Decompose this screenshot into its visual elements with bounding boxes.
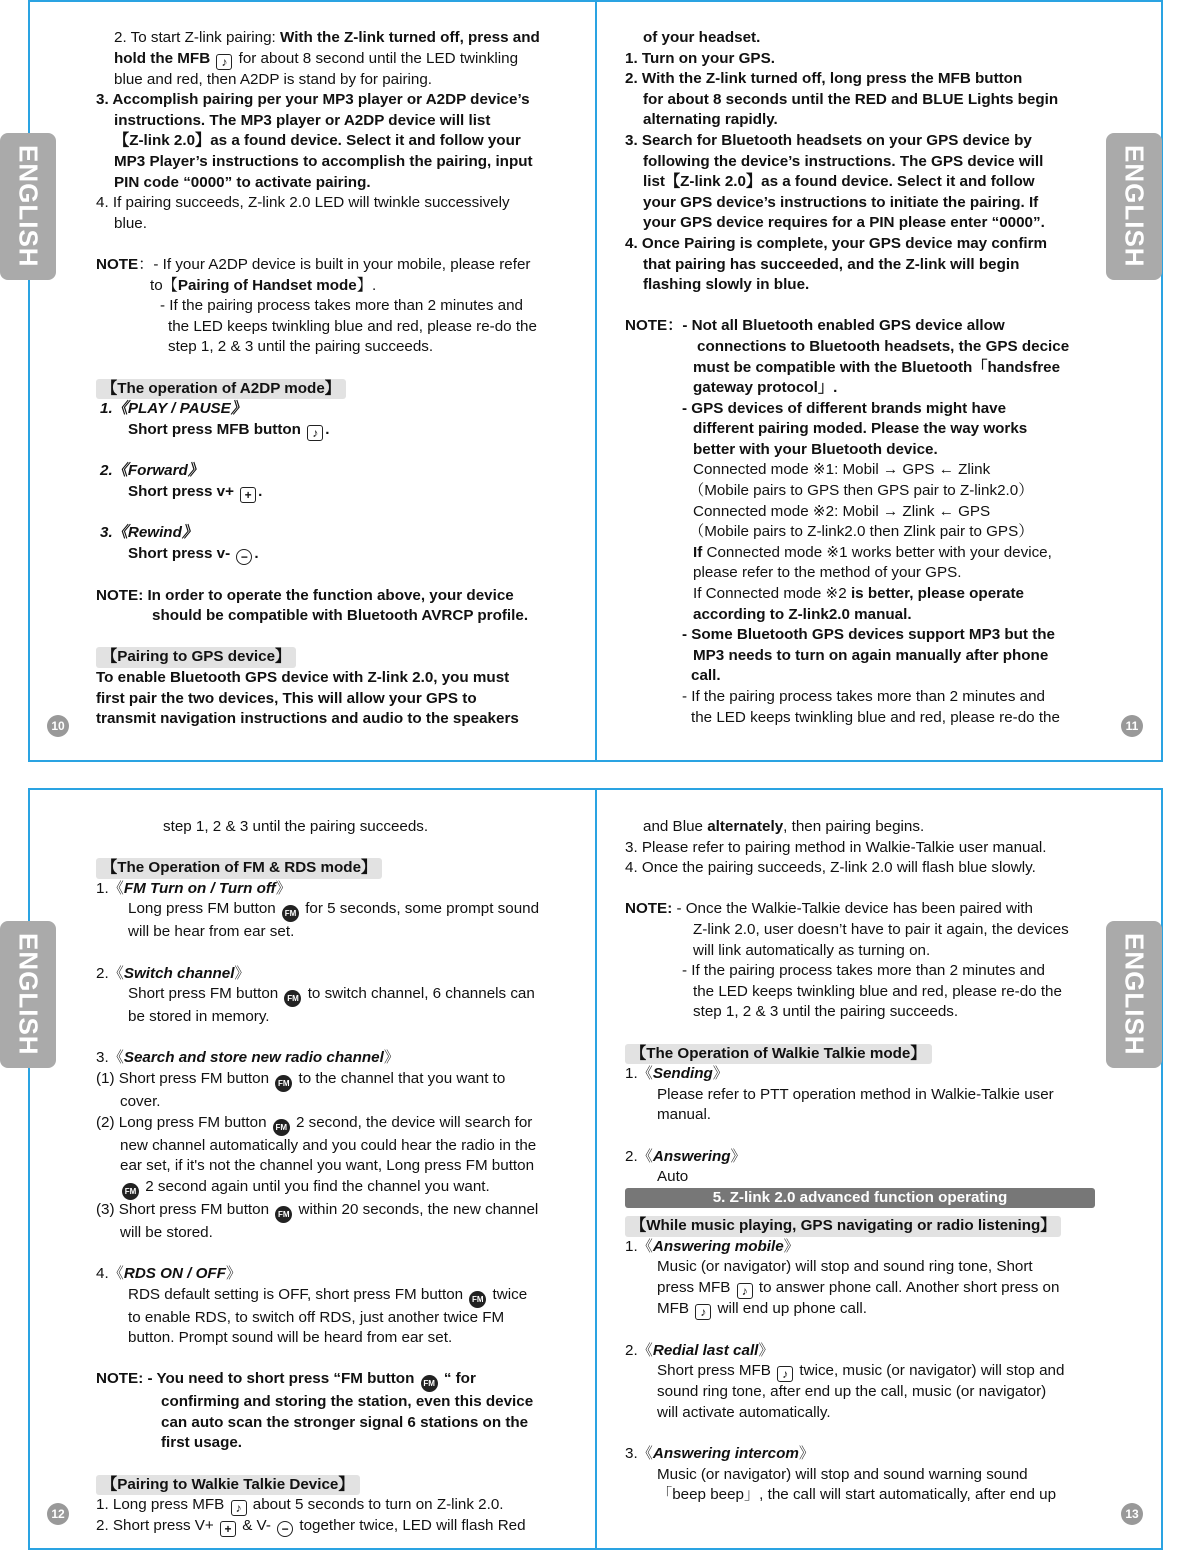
section-heading-fm-rds: 【The Operation of FM & RDS mode】 (96, 858, 382, 879)
mfb-button-icon: ♪ (231, 1500, 247, 1516)
plus-button-icon: + (220, 1521, 236, 1537)
section-heading-walkie-mode: 【The Operation of Walkie Talkie mode】 (625, 1044, 932, 1065)
page-number-10: 10 (47, 715, 69, 737)
fm-button-icon: FM (275, 1206, 292, 1223)
mfb-button-icon: ♪ (307, 425, 323, 441)
page-number-12: 12 (47, 1503, 69, 1525)
fm-button-icon: FM (284, 990, 301, 1007)
minus-button-icon: − (236, 549, 252, 565)
mfb-button-icon: ♪ (777, 1366, 793, 1382)
minus-button-icon: − (277, 1521, 293, 1537)
fm-button-icon: FM (275, 1075, 292, 1092)
section-heading-walkie-pairing: 【Pairing to Walkie Talkie Device】 (96, 1475, 360, 1496)
language-tab-left-top: ENGLISH (0, 133, 56, 280)
language-tab-left-bottom: ENGLISH (0, 921, 56, 1068)
language-tab-right-bottom: ENGLISH (1106, 921, 1162, 1068)
fm-button-icon: FM (282, 905, 299, 922)
plus-button-icon: + (240, 487, 256, 503)
mfb-button-icon: ♪ (216, 54, 232, 70)
section-heading-gps: 【Pairing to GPS device】 (96, 647, 296, 668)
mfb-button-icon: ♪ (695, 1304, 711, 1320)
fm-button-icon: FM (122, 1183, 139, 1200)
section-banner-advanced: 5. Z-link 2.0 advanced function operating (625, 1188, 1095, 1209)
fm-button-icon: FM (469, 1291, 486, 1308)
section-heading-while-playing: 【While music playing, GPS navigating or radio listening】 (625, 1216, 1061, 1237)
fm-button-icon: FM (273, 1119, 290, 1136)
page-10-content: 2. To start Z-link pairing: With the Z-link turned off, press and hold the MFB ♪ for about 8 second until the LED twinkling blue and red, then A2DP is stand by for pairing. 3. Accomplish pairing per your MP3 player or A2DP device’s instructions. The MP3 player or A2DP device will list 【Z-link 2.0】as a found device. Select it and follow your MP3 Player’s instructions to accomplish the pairing, input PIN code “0000” to activate pairing. 4. If pairing succeeds, Z-link 2.0 LED will twinkle successively blue. NOTE：- If your A2DP device is built in your mobile, please refer to【Pairing of Handset mode】. - If the pairing process takes more than 2 minutes and the LED keeps twinkling blue and red, please re-do the step 1, 2 & 3 until the pairing succeeds. 【The operation of A2DP mode】 1.《PLAY / PAUSE》 Short press MFB button ♪ . 2.《Forward》 Short press v+ + . 3.《Rewind》 Short press v- − . NOTE: In order to operate the function above, your device should be compatible with Bluetooth AVRCP profile. 【Pairing to GPS device】 To enable Bluetooth GPS device with Z-link 2.0, you must first pair the two devices, This will allow your GPS to transmit navigation instructions and audio to the speakers (96, 29, 540, 728)
mfb-button-icon: ♪ (737, 1283, 753, 1299)
page-number-13: 13 (1121, 1503, 1143, 1525)
page-13-content: and Blue alternately, then pairing begins. 3. Please refer to pairing method in Walkie-Talkie user manual. 4. Once the pairing succeeds, Z-link 2.0 will flash blue slowly. NOTE: - Once the Walkie-Talkie device has been paired with Z-link 2.0, user doesn’t have to pair it again, the devices will link automatically as turning on. - If the pairing process takes more than 2 minutes and the LED keeps twinkling blue and red, please re-do the step 1, 2 & 3 until the pairing succeeds. 【The Operation of Walkie Talkie mode】 1.《Sending》 Please refer to PTT operation method in Walkie-Talkie user manual. 2.《Answering》 Auto 5. Z-link 2.0 advanced function operating 【While music playing, GPS navigating or radio listening】 1.《Answering mobile》 Music (or navigator) will stop and sound ring tone, Short press MFB ♪ to answer phone call. Another short press on MFB ♪ will end up phone call. 2.《Redial last call》 Short press MFB ♪ twice, music (or navigator) will stop and sound ring tone, after end up the call, music (or navigator) will activate automatically. 3.《Answering intercom》 Music (or navigator) will stop and sound warning sound 「beep beep」, the call will start automatically, after end up (625, 817, 1095, 1506)
language-tab-right-top: ENGLISH (1106, 133, 1162, 280)
page-number-11: 11 (1121, 715, 1143, 737)
page-12-content: step 1, 2 & 3 until the pairing succeeds. 【The Operation of FM & RDS mode】 1.《FM Turn on / Turn off》 Long press FM button FM for 5 seconds, some prompt sound will be hear from ear set. 2.《Switch channel》 Short press FM button FM to switch channel, 6 channels can be stored in memory. 3.《Search and store new radio channel》 (1) Short press FM button FM to the channel that you want to cover. (2) Long press FM button FM 2 second, the device will search for new channel automatically and you could hear the radio in the ear set, if it's not the channel you want, Long press FM button FM 2 second again until you find the channel you want. (3) Short press FM button FM within 20 seconds, the new channel will be stored. 4.《RDS ON / OFF》 RDS default setting is OFF, short press FM button FM twice to enable RDS, to switch off RDS, just another twice FM button. Prompt sound will be heard from ear set. NOTE: - You need to short press “FM button FM “ for confirming and storing the station, even this device can auto scan the stronger signal 6 stations on the first usage. 【Pairing to Walkie Talkie Device】 1. Long press MFB ♪ about 5 seconds to turn on Z-link 2.0. 2. Short press V+ + & V- − together twice, LED will flash Red (96, 818, 540, 1537)
fm-button-icon: FM (421, 1375, 438, 1392)
page-11-content: of your headset. 1. Turn on your GPS. 2. With the Z-link turned off, long press the MFB button for about 8 seconds until the RED and BLUE Lights begin alternating rapidly. 3. Search for Bluetooth headsets on your GPS device by following the device’s instructions. The GPS device will list【Z-link 2.0】as a found device. Select it and follow your GPS device’s instructions to initiate the pairing. If your GPS device requires for a PIN please enter “0000”. 4. Once Pairing is complete, your GPS device may confirm that pairing has succeeded, and the Z-link will begin flashing slowly in blue. NOTE：- Not all Bluetooth enabled GPS device allow connections to Bluetooth headsets, the GPS decice must be compatible with the Bluetooth「handsfree gateway protocol」. - GPS devices of different brands might have different pairing moded. Please the way works better with your Bluetooth device. Connected mode ※1: Mobil → GPS ← Zlink （Mobile pairs to GPS then GPS pair to Z-link2.0） Connected mode ※2: Mobil → Zlink ← GPS （Mobile pairs to Z-link2.0 then Zlink pair to GPS） If Connected mode ※1 works better with your device, please refer to the method of your GPS. If Connected mode ※2 is better, please operate according to Z-link2.0 manual. - Some Bluetooth GPS devices support MP3 but the MP3 needs to turn on again manually after phone call. - If the pairing process takes more than 2 minutes and the LED keeps twinkling blue and red, please re-do the (625, 29, 1070, 726)
section-heading-a2dp: 【The operation of A2DP mode】 (96, 379, 346, 400)
